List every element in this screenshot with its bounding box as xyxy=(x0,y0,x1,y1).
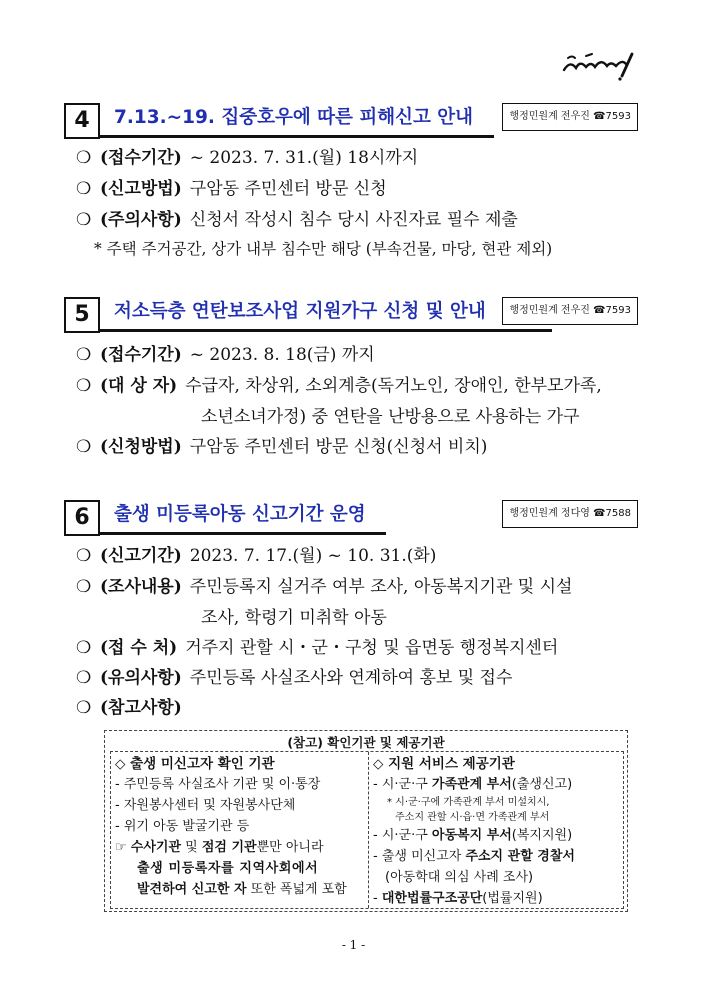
list-item: ❍ (신고기간) 2023. 7. 17.(월) ~ 10. 31.(화) xyxy=(76,546,437,566)
section-5-header xyxy=(64,297,638,331)
list-item: - 위기 아동 발굴기관 등 xyxy=(115,819,250,834)
reference-grid xyxy=(110,751,624,909)
title-underline xyxy=(100,329,552,332)
list-item: ❍ (접수기간) ~ 2023. 8. 18(금) 까지 xyxy=(76,345,375,365)
reference-left-column xyxy=(115,754,347,900)
contact-box: 행정민원계 전우진 ☎7593 xyxy=(502,297,638,325)
list-item-continuation: 소년소녀가정) 중 연탄을 난방용으로 사용하는 가구 xyxy=(201,407,580,427)
list-item: ❍ (조사내용) 주민등록지 실거주 여부 조사, 아동복지기관 및 시설 xyxy=(76,577,573,597)
column-divider xyxy=(368,752,369,908)
list-item: - 시·군·구 아동복지 부서(복지지원) xyxy=(373,828,573,843)
list-item-continuation: (아동학대 의심 사례 조사) xyxy=(385,870,534,885)
list-item: - 대한법률구조공단(법률지원) xyxy=(373,891,543,906)
left-footer-line: ☞ 수사기관 및 점검 기관뿐만 아니라 xyxy=(115,840,324,855)
footnote: * 주택 주거공간, 상가 내부 침수만 해당 (부속건물, 마당, 현관 제외) xyxy=(94,240,553,258)
list-item: - 출생 미신고자 주소지 관할 경찰서 xyxy=(373,849,575,864)
reference-box xyxy=(104,730,628,912)
section-6-header xyxy=(64,500,638,534)
list-item-continuation: 조사, 학령기 미취학 아동 xyxy=(201,608,387,628)
section-4-header xyxy=(64,103,638,137)
list-item: ❍ (접수기간) ~ 2023. 7. 31.(월) 18시까지 xyxy=(76,148,419,168)
list-item: - 자원봉사센터 및 자원봉사단체 xyxy=(115,798,296,813)
contact-box: 행정민원계 전우진 ☎7593 xyxy=(502,103,638,131)
list-item: ❍ (신고방법) 구암동 주민센터 방문 신청 xyxy=(76,179,387,199)
left-footer-line: 출생 미등록자를 지역사회에서 xyxy=(137,861,319,876)
section-number: 5 xyxy=(64,297,100,333)
contact-box: 행정민원계 정다영 ☎7588 xyxy=(502,500,638,528)
list-item: - 시·군·구 가족관계 부서(출생신고) xyxy=(373,777,573,792)
section-title: 출생 미등록아동 신고기간 운영 xyxy=(114,504,366,525)
list-subnote: * 시·군·구에 가족관계 부서 미설치시, xyxy=(387,797,550,808)
list-item: ❍ (접 수 처) 거주지 관할 시・군・구청 및 읍면동 행정복지센터 xyxy=(76,638,559,658)
pointer-icon: ☞ xyxy=(115,840,127,855)
list-item: ❍ (유의사항) 주민등록 사실조사와 연계하여 홍보 및 접수 xyxy=(76,668,513,688)
reference-right-column xyxy=(373,754,575,909)
left-heading: ◇ 출생 미신고자 확인 기관 xyxy=(115,756,275,772)
section-title: 저소득층 연탄보조사업 지원가구 신청 및 안내 xyxy=(114,301,486,322)
list-item: ❍ (참고사항) xyxy=(76,698,182,718)
list-item: ❍ (대 상 자) 수급자, 차상위, 소외계층(독거노인, 장애인, 한부모가족, xyxy=(76,376,602,396)
left-footer-line: 발견하여 신고한 자 또한 폭넓게 포함 xyxy=(137,882,347,897)
section-number: 4 xyxy=(64,103,100,139)
list-item: ❍ (주의사항) 신청서 작성시 침수 당시 사진자료 필수 제출 xyxy=(76,210,518,230)
title-underline xyxy=(100,532,386,535)
list-item: - 주민등록 사실조사 기관 및 이·통장 xyxy=(115,777,321,792)
reference-title: (참고) 확인기관 및 제공기관 xyxy=(287,735,445,750)
section-number: 6 xyxy=(64,500,100,536)
page-number: - 1 - xyxy=(341,938,366,952)
right-heading: ◇ 지원 서비스 제공기관 xyxy=(373,756,515,772)
list-subnote: 주소지 관할 시·읍·면 가족관계 부서 xyxy=(395,812,550,823)
title-underline xyxy=(100,135,494,138)
handwritten-logo xyxy=(556,46,648,82)
list-item: ❍ (신청방법) 구암동 주민센터 방문 신청(신청서 비치) xyxy=(76,437,488,457)
section-title: 7.13.~19. 집중호우에 따른 피해신고 안내 xyxy=(114,107,474,128)
